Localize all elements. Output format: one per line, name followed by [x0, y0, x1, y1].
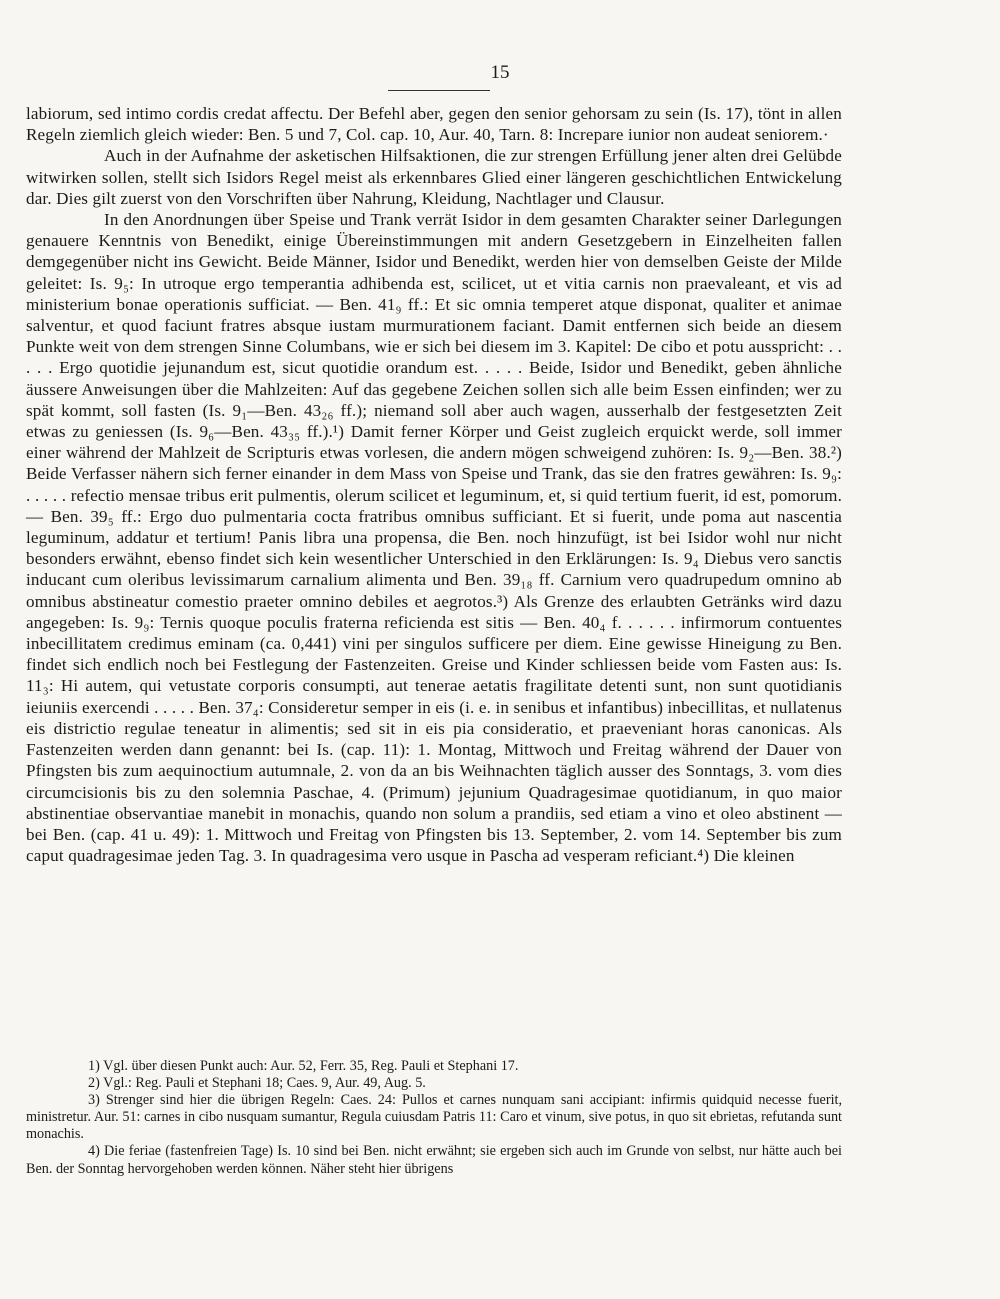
page-number: 15	[490, 62, 510, 83]
paragraph-ascetic-aids: Auch in der Aufnahme der asketischen Hilfsaktionen, die zur strengen Erfüllung jener alten drei Gelübde witwirken sollen, stellt sich Isidors Regel meist als erkennbares Glied einer längeren geschichtlichen Entwickelung dar. Dies gilt zuerst von den Vorschriften über Nahrung, Kleidung, Nachtlager und Clausur.	[26, 146, 842, 208]
footnotes	[26, 1058, 842, 1178]
footnote-2: 2) Vgl.: Reg. Pauli et Stephani 18; Caes. 9, Aur. 49, Aug. 5.	[88, 1075, 426, 1092]
footnote-3: 3) Strenger sind hier die übrigen Regeln: Caes. 24: Pullos et carnes nunquam sani accipiant: infirmis quidquid necesse fuerit, ministretur. Aur. 51: carnes in cibo nusquam sumantur, Regula cuiusdam Patris 11: Caro et vinum, sive potus, in quo sit ebrietas, refutanda sunt monachis.	[26, 1092, 842, 1143]
footnote-4: 4) Die feriae (fastenfreien Tage) Is. 10 sind bei Ben. nicht erwähnt; sie ergeben sich auch im Grunde von selbst, nur hätte auch bei Ben. der Sonntag hervorgehoben werden können. Näher steht hier übrigens	[26, 1143, 842, 1177]
paragraph-food-and-drink: In den Anordnungen über Speise und Trank verrät Isidor in dem gesamten Charakter seiner Darlegungen genauere Kenntnis von Benedikt, einige Übereinstimmungen mit andern Gesetzgebern in Einzelheiten fallen demgegenüber nicht ins Gewicht. Beide Männer, Isidor und Benedikt, werden hier von demselben Geiste der Milde geleitet: Is. 9₅: In utroque ergo temperantia adhibenda est, scilicet, ut et vitia carnis non praevaleant, et vis ad ministerium bonae operationis sufficiat. — Ben. 41₉ ff.: Et sic omnia temperet atque disponat, qualiter et animae salventur, et quod faciunt fratres absque iustam murmurationem faciant. Damit entfernen sich beide an diesem Punkte weit von dem strengen Sinne Columbans, wie er sich bei diesem im 3. Kapitel: De cibo et potu ausspricht: . . . . . Ergo quotidie jejunandum est, sicut quotidie orandum est. . . . . Beide, Isidor und Benedikt, geben ähnliche äussere Anweisungen über die Mahlzeiten: Auf das gegebene Zeichen sollen sich alle beim Essen einfinden; wer zu spät kommt, soll fasten (Is. 9₁—Ben. 43₂₆ ff.); niemand soll aber auch wagen, ausserhalb der festgesetzten Zeit etwas zu geniessen (Is. 9₆—Ben. 43₃₅ ff.).¹) Damit ferner Körper und Geist zugleich erquickt werde, soll immer einer während der Mahlzeit de Scripturis etwas vorlesen, die andern mögen schweigend zuhören: Is. 9₂—Ben. 38.²) Beide Verfasser nähern sich ferner einander in dem Mass von Speise und Trank, das sie den fratres gewähren: Is. 9₉: . . . . . refectio mensae tribus erit pulmentis, olerum scilicet et leguminum, et, si quid tertium fuerit, id est, pomorum. — Ben. 39₅ ff.: Ergo duo pulmentaria cocta fratribus omnibus sufficiant. Et si fuerit, unde poma aut nascentia leguminum, addatur et tertium! Panis libra una propensa, die Ben. noch hinzufügt, ist bei Isidor wohl nur nicht besonders erwähnt, ebenso findet sich kein wesentlicher Unterschied in den Erklärungen: Is. 9₄ Diebus vero sanctis inducant cum oleribus levissimarum carnalium alimenta und Ben. 39₁₈ ff. Carnium vero quadrupedum omnino ab omnibus abstineatur comestio praeter omnino debiles et aegrotos.³) Als Grenze des erlaubten Getränks wird dazu angegeben: Is. 9₉: Ternis quoque poculis fraterna reficienda est sitis — Ben. 40₄ f. . . . . . infirmorum contuentes inbecillitatem credimus eminam (ca. 0,441) vini per singulos sufficere per diem. Eine gewisse Hineigung zu Ben. findet sich endlich noch bei Festlegung der Fastenzeiten. Greise und Kinder schliessen beide vom Fasten aus: Is. 11₃: Hi autem, qui vetustate corporis consumpti, aut tenerae aetatis fragilitate detenti sunt, non sunt quotidianis ieiuniis exercendi . . . . . Ben. 37₄: Consideretur semper in eis (i. e. in senibus et infantibus) inbecillitas, et nullatenus eis districtio regulae teneatur in alimentis; sed sit in eis pia consideratio, et praeveniant horas canonicas. Als Fastenzeiten werden dann genannt: bei Is. (cap. 11): 1. Montag, Mittwoch und Freitag während der Dauer von Pfingsten bis zum aequinoctium autumnale, 2. von da an bis Weihnachten täglich ausser des Sonntags, 3. vom dies circumcisionis bis zu den solemnia Paschae, 4. (Primum) jejunium Quadragesimae quotidianum, in quo maior abstinentiae observantiae manebit in monachis, quando non solum a prandiis, sed etiam a vino et oleo abstinent — bei Ben. (cap. 41 u. 49): 1. Mittwoch und Freitag von Pfingsten bis 13. September, 2. vom 14. September bis zum caput quadragesimae jeden Tag. 3. In quadragesima vero usque in Pascha ad vesperam reficiant.⁴) Die kleinen	[26, 210, 842, 866]
header-rule	[388, 90, 490, 91]
footnote-1: 1) Vgl. über diesen Punkt auch: Aur. 52, Ferr. 35, Reg. Pauli et Stephani 17.	[88, 1058, 519, 1074]
paragraph-continuation: labiorum, sed intimo cordis credat affectu. Der Befehl aber, gegen den senior gehorsam zu sein (Is. 17), tönt in allen Regeln ziemlich gleich wieder: Ben. 5 und 7, Col. cap. 10, Aur. 40, Tarn. 8: Increpare iunior non audeat seniorem.·	[26, 104, 842, 145]
main-text	[26, 103, 842, 866]
